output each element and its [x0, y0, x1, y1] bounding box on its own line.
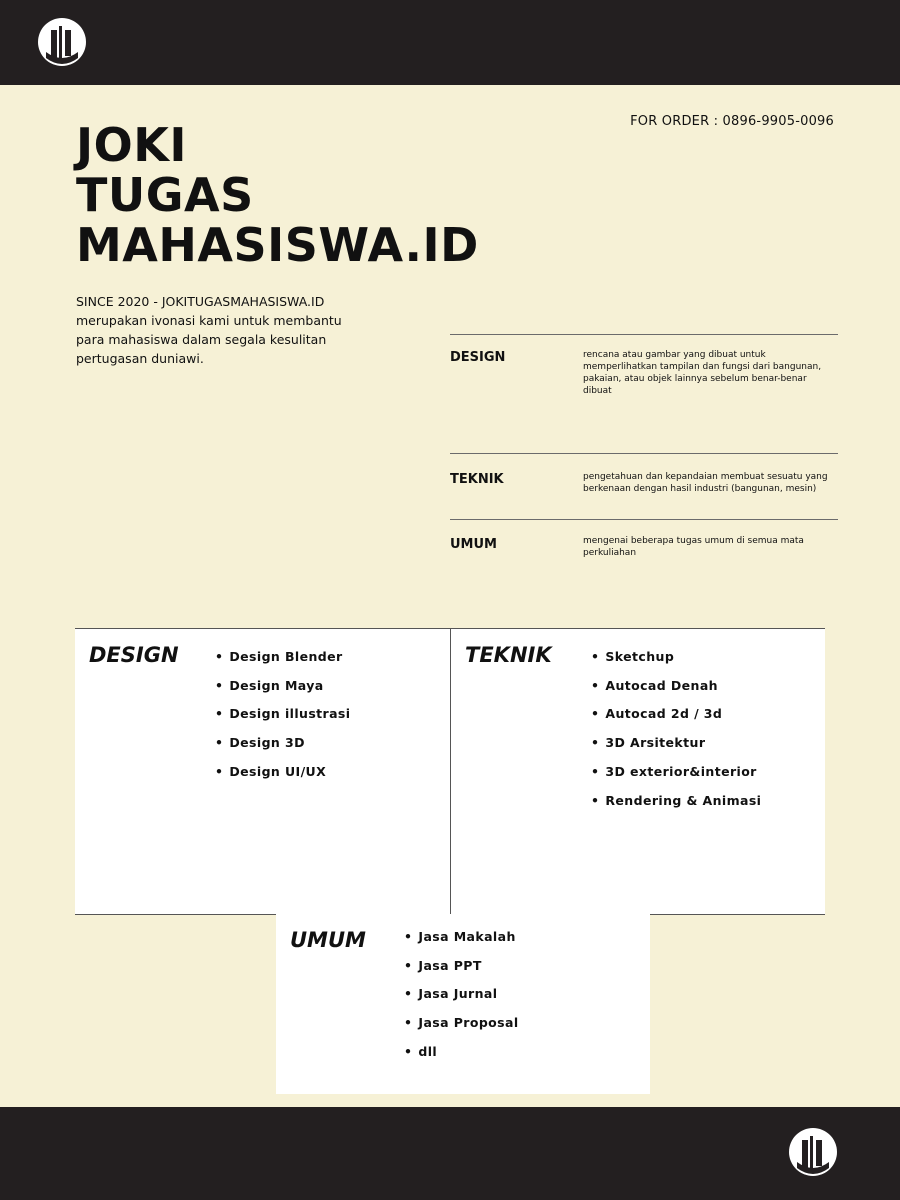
list-item: • Jasa Makalah	[404, 923, 519, 952]
category-name: UMUM	[450, 537, 497, 552]
list-item: • Jasa PPT	[404, 952, 519, 981]
intro-line: pertugasan duniawi.	[76, 351, 204, 366]
list-item: • Design illustrasi	[215, 700, 350, 729]
title-line: TUGAS	[76, 168, 254, 222]
list-item: • Design Maya	[215, 672, 350, 701]
list-item: • dll	[404, 1038, 519, 1067]
umum-panel	[276, 914, 650, 1094]
service-list	[404, 923, 519, 1067]
category-row-design	[450, 334, 838, 396]
list-item: • 3D Arsitektur	[591, 729, 761, 758]
list-item: • Jasa Proposal	[404, 1009, 519, 1038]
category-description: rencana atau gambar yang dibuat untuk memperlihatkan tampilan dan fungsi dari bangunan, pakaian, atau objek lainnya sebelum benar-benar dibuat	[583, 350, 822, 396]
list-item: • Jasa Jurnal	[404, 980, 519, 1009]
teknik-panel	[450, 628, 825, 915]
intro-text	[76, 292, 356, 368]
list-item: • Sketchup	[591, 643, 761, 672]
title-line: JOKI	[76, 118, 187, 172]
category-row-teknik	[450, 453, 838, 494]
panel-title: TEKNIK	[465, 643, 552, 667]
list-item: • 3D exterior&interior	[591, 758, 761, 787]
intro-line: merupakan ivonasi kami untuk membantu	[76, 313, 342, 328]
bottom-bar	[0, 1107, 900, 1200]
list-item: • Autocad Denah	[591, 672, 761, 701]
service-list	[591, 643, 761, 815]
category-description: pengetahuan dan kepandaian membuat sesuatu yang berkenaan dengan hasil industri (bangunan, mesin)	[583, 472, 828, 494]
list-item: • Design Blender	[215, 643, 350, 672]
order-contact: FOR ORDER : 0896-9905-0096	[630, 114, 834, 129]
category-description: mengenai beberapa tugas umum di semua mata perkuliahan	[583, 536, 804, 558]
category-name: TEKNIK	[450, 472, 504, 487]
pillar-logo-icon	[38, 18, 86, 66]
page-title	[76, 120, 479, 270]
design-panel	[75, 628, 450, 915]
pillar-logo-icon	[789, 1128, 837, 1176]
service-list	[215, 643, 350, 787]
list-item: • Rendering & Animasi	[591, 787, 761, 816]
intro-line: para mahasiswa dalam segala kesulitan	[76, 332, 327, 347]
category-name: DESIGN	[450, 350, 506, 365]
intro-line: SINCE 2020 - JOKITUGASMAHASISWA.ID	[76, 294, 325, 309]
panel-title: DESIGN	[89, 643, 179, 667]
list-item: • Design 3D	[215, 729, 350, 758]
panel-title: UMUM	[290, 928, 366, 952]
top-bar	[0, 0, 900, 85]
list-item: • Autocad 2d / 3d	[591, 700, 761, 729]
list-item: • Design UI/UX	[215, 758, 350, 787]
category-row-umum	[450, 519, 838, 558]
title-line: MAHASISWA.ID	[76, 218, 479, 272]
